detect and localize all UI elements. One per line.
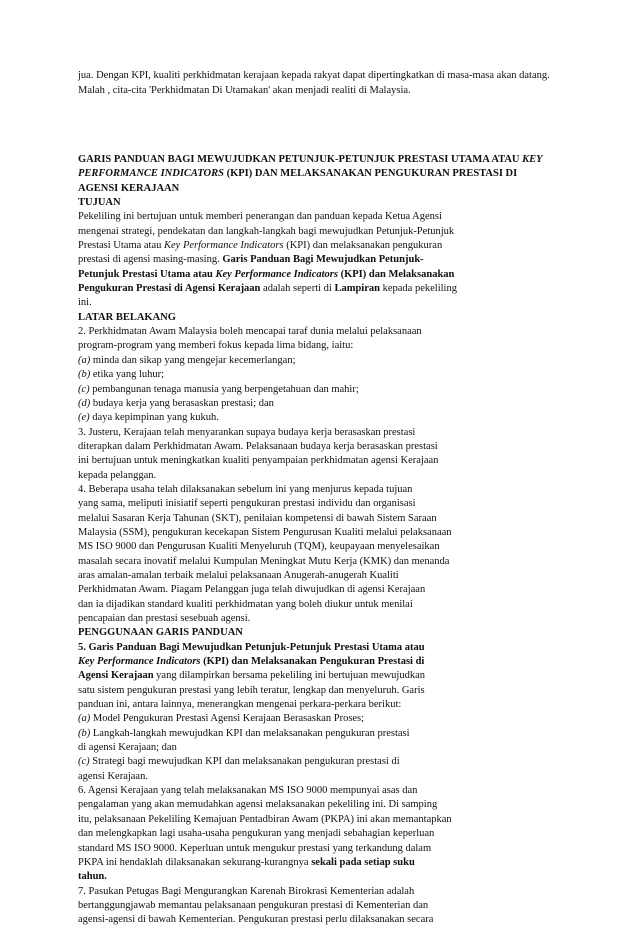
list-text: daya kepimpinan yang kukuh. — [89, 412, 219, 424]
text-bold: Pengukuran Prestasi di Agensi Kerajaan — [78, 283, 261, 295]
paragraph-line: standard MS ISO 9000. Keperluan untuk mengukur prestasi yang terkandung dalam — [78, 842, 432, 854]
title-text-italic: KEY — [522, 154, 543, 165]
list-text: etika yang luhur; — [90, 369, 165, 381]
paragraph-line: yang sama, meliputi inisiatif seperti pengukuran prestasi individu dan organisasi — [78, 498, 416, 510]
text: kepada pekeliling — [379, 283, 457, 295]
section-heading-tujuan: TUJUAN — [78, 197, 121, 209]
text-bold-italic: Key Performance Indicators — [78, 656, 201, 668]
paragraph-line — [78, 282, 578, 296]
list-text: Langkah-langkah mewujudkan KPI dan melaksanakan pengukuran prestasi — [90, 727, 410, 739]
list-text: pembangunan tenaga manusia yang berpengetahuan dan mahir; — [89, 383, 359, 395]
paragraph-line: 6. Agensi Kerajaan yang telah melaksanakan MS ISO 9000 mempunyai asas dan — [78, 785, 418, 797]
document-title-line — [78, 153, 578, 167]
text-bold: Garis Panduan Bagi Mewujudkan Petunjuk- — [222, 254, 424, 266]
text: (KPI) dan melaksanakan pengukuran — [283, 240, 443, 252]
list-item — [78, 397, 578, 411]
text-bold: sekali pada setiap suku — [311, 856, 415, 868]
paragraph-line: MS ISO 9000 dan Pengurusan Kualiti Menyeluruh (TQM), keupayaan menyelesaikan — [78, 541, 440, 553]
paragraph-line — [78, 669, 578, 683]
list-text: minda dan sikap yang mengejar kecemerlangan; — [90, 354, 296, 366]
document-title-line: AGENSI KERAJAAN — [78, 182, 180, 194]
title-text: GARIS PANDUAN BAGI MEWUJUDKAN PETUNJUK-PETUNJUK PRESTASI UTAMA ATAU — [78, 154, 523, 165]
paragraph-line: masalah secara inovatif melalui Kumpulan Meningkat Mutu Kerja (KMK) dan menanda — [78, 555, 450, 567]
paragraph-line: pencapaian dan prestasi sesebuah agensi. — [78, 613, 251, 624]
text-bold-italic: Key Performance Indicators — [215, 268, 338, 280]
paragraph-line: program-program yang memberi fokus kepada lima bidang, iaitu: — [78, 340, 354, 352]
intro-paragraph — [78, 68, 578, 98]
text: Prestasi Utama atau — [78, 240, 165, 252]
text: PKPA ini hendaklah dilaksanakan sekurang-kurangnya — [78, 856, 312, 868]
intro-line: Malah , cita-cita 'Perkhidmatan Di Utamakan' akan menjadi realiti di Malaysia. — [78, 85, 411, 96]
list-item — [78, 383, 578, 397]
paragraph-line: ini bertujuan untuk meningkatkan kualiti penyampaian perkhidmatan agensi Kerajaan — [78, 455, 439, 467]
list-item — [78, 354, 578, 368]
paragraph-line: tahun. — [78, 871, 107, 883]
text-bold: (KPI) dan Melaksanakan — [337, 268, 455, 280]
list-item-continued: di agensi Kerajaan; dan — [78, 742, 177, 754]
intro-line: jua. Dengan KPI, kualiti perkhidmatan kerajaan kepada rakyat dapat dipertingkatkan di masa-masa akan datang. — [78, 70, 550, 81]
paragraph-line: Pekeliling ini bertujuan untuk memberi penerangan dan panduan kepada Ketua Agensi — [78, 211, 442, 223]
text: yang dilampirkan bersama pekeliling ini bertujuan mewujudkan — [153, 670, 426, 682]
text-bold: (KPI) dan Melaksanakan Pengukuran Prestasi di — [200, 656, 425, 668]
paragraph-line: bertanggungjawab memantau pelaksanaan pengukuran prestasi di Kementerian dan — [78, 899, 429, 911]
paragraph-line: aras amalan-amalan terbaik melalui pelaksanaan Anugerah-anugerah Kualiti — [78, 569, 399, 581]
list-text: Model Pengukuran Prestasi Agensi Kerajaan Berasaskan Proses; — [90, 713, 365, 725]
text-bold: 5. Garis Panduan Bagi Mewujudkan Petunjuk-Petunjuk Prestasi Utama atau — [78, 641, 425, 653]
list-item — [78, 712, 578, 726]
list-marker: (c) — [78, 756, 90, 768]
document-body — [78, 153, 578, 928]
list-text: budaya kerja yang berasaskan prestasi; dan — [90, 397, 274, 409]
paragraph-line: dan ia dijadikan standard kualiti perkhidmatan yang boleh diukur untuk menilai — [78, 598, 413, 610]
list-item — [78, 411, 578, 425]
title-text: (KPI) DAN MELAKSANAKAN PENGUKURAN PRESTASI DI — [223, 168, 518, 180]
list-marker: (e) — [78, 412, 90, 424]
paragraph-line: Malaysia (SSM), pengukuran kecekapan Sistem Pengurusan Kualiti melalui pelaksanaan — [78, 526, 452, 538]
text: prestasi di agensi masing-masing. — [78, 254, 223, 266]
list-marker: (b) — [78, 727, 91, 739]
list-item — [78, 727, 578, 741]
list-marker: (c) — [78, 383, 90, 395]
list-item — [78, 368, 578, 382]
list-marker: (a) — [78, 713, 91, 725]
paragraph-line: ini. — [78, 297, 92, 309]
list-text: Strategi bagi mewujudkan KPI dan melaksanakan pengukuran prestasi di — [89, 756, 400, 768]
paragraph-line: 3. Justeru, Kerajaan telah menyarankan supaya budaya kerja berasaskan prestasi — [78, 426, 416, 438]
text-bold: Petunjuk Prestasi Utama atau — [78, 268, 216, 280]
title-text-italic: PERFORMANCE INDICATORS — [78, 168, 224, 180]
paragraph-line: 7. Pasukan Petugas Bagi Mengurangkan Karenah Birokrasi Kementerian adalah — [78, 885, 415, 897]
document-title-line — [78, 167, 578, 181]
paragraph-line: satu sistem pengukuran prestasi yang lebih teratur, lengkap dan menyeluruh. Garis — [78, 684, 425, 696]
text-italic: Key Performance Indicators — [164, 240, 284, 252]
paragraph-line — [78, 641, 578, 655]
list-marker: (a) — [78, 354, 91, 366]
paragraph-line: mengenai strategi, pendekatan dan langkah-langkah bagi mewujudkan Petunjuk-Petunjuk — [78, 225, 455, 237]
list-item-continued: agensi Kerajaan. — [78, 770, 148, 782]
paragraph-line: kepada pelanggan. — [78, 469, 157, 481]
section-heading-latar-belakang: LATAR BELAKANG — [78, 311, 176, 323]
paragraph-line: diterapkan dalam Perkhidmatan Awam. Pelaksanaan budaya kerja berasaskan prestasi — [78, 440, 438, 452]
section-heading-penggunaan: PENGGUNAAN GARIS PANDUAN — [78, 627, 243, 639]
paragraph-line — [78, 239, 578, 253]
paragraph-line: 2. Perkhidmatan Awam Malaysia boleh mencapai taraf dunia melalui pelaksanaan — [78, 326, 422, 338]
paragraph-line: 4. Beberapa usaha telah dilaksanakan sebelum ini yang menjurus kepada tujuan — [78, 483, 413, 495]
list-marker: (b) — [78, 369, 91, 381]
paragraph-line: itu, pelaksanaan Pekeliling Kemajuan Pentadbiran Awam (PKPA) ini akan memantapkan — [78, 813, 452, 825]
paragraph-line: panduan ini, antara lainnya, menerangkan mengenai perkara-perkara berikut: — [78, 699, 402, 711]
paragraph-line: melalui Sasaran Kerja Tahunan (SKT), penilaian kompetensi di bawah Sistem Saraan — [78, 512, 437, 524]
paragraph-line: dan melengkapkan lagi usaha-usaha pengukuran yang menjadi sebahagian keperluan — [78, 828, 435, 840]
paragraph-line: pengalaman yang akan memudahkan agensi melaksanakan pekeliling ini. Di samping — [78, 799, 438, 811]
text: adalah seperti di — [260, 283, 335, 295]
text-bold: Agensi Kerajaan — [78, 670, 154, 682]
paragraph-line — [78, 268, 578, 282]
paragraph-line: Perkhidmatan Awam. Piagam Pelanggan juga telah diwujudkan di agensi Kerajaan — [78, 584, 426, 596]
list-marker: (d) — [78, 397, 91, 409]
list-item — [78, 755, 578, 769]
paragraph-line: agensi-agensi di bawah Kementerian. Pengukuran prestasi perlu dilaksanakan secara — [78, 914, 434, 926]
paragraph-line — [78, 655, 578, 669]
paragraph-line — [78, 253, 578, 267]
text-bold: Lampiran — [334, 283, 380, 295]
paragraph-line — [78, 856, 578, 870]
